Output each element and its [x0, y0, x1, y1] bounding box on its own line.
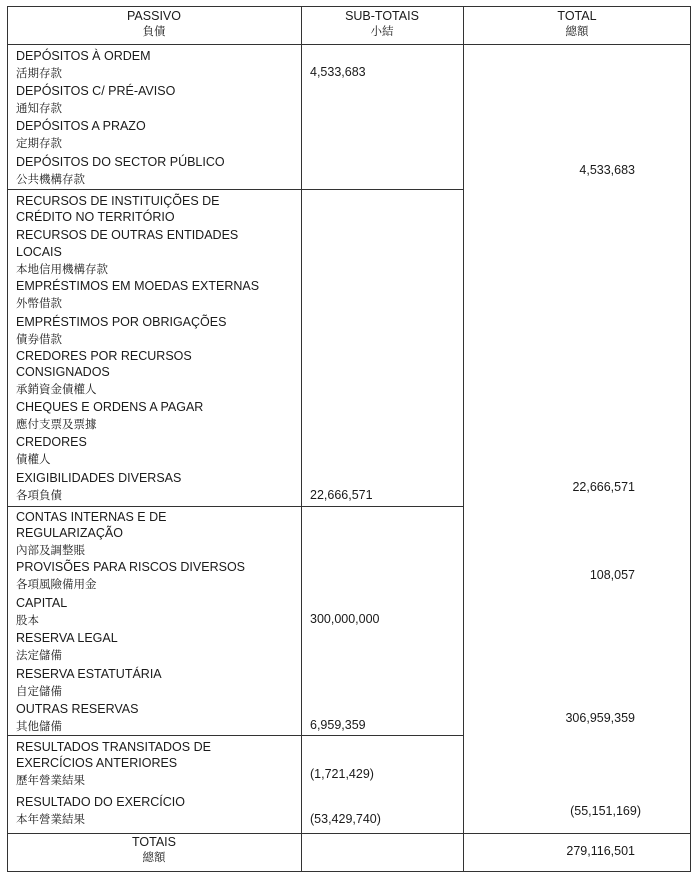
totals-label: [7, 835, 301, 865]
subtotal-value: 22,666,571: [310, 488, 373, 502]
line-item-label: EXERCÍCIOS ANTERIORES: [16, 756, 178, 770]
line-item-zh: 本地信用機構存款: [16, 262, 108, 276]
group-divider: [7, 189, 463, 190]
totals-divider: [7, 833, 691, 834]
totals-label-pt: TOTAIS: [132, 835, 176, 849]
line-item-zh: 各項負債: [16, 488, 62, 502]
totals-label-zh: 總額: [142, 850, 166, 864]
line-item-zh: 股本: [16, 613, 39, 627]
header-total-label: TOTAL: [557, 9, 597, 23]
line-item-zh: 定期存款: [16, 136, 62, 150]
line-item-label: DEPÓSITOS C/ PRÉ-AVISO: [16, 84, 176, 98]
line-item-label: CAPITAL: [16, 596, 68, 610]
subtotal-value: 300,000,000: [310, 612, 380, 626]
line-item-zh: 債券借款: [16, 332, 62, 346]
line-item-label: EXIGIBILIDADES DIVERSAS: [16, 471, 182, 485]
total-value: (55,151,169): [570, 804, 641, 818]
line-item-label: CREDORES POR RECURSOS: [16, 349, 192, 363]
total-value: 4,533,683: [579, 163, 635, 177]
line-item-zh: 外幣借款: [16, 296, 62, 310]
line-item-label: CHEQUES E ORDENS A PAGAR: [16, 400, 204, 414]
line-item-label: LOCAIS: [16, 245, 62, 259]
line-item-zh: 歷年營業結果: [16, 773, 85, 787]
line-item-zh: 內部及調整賬: [16, 543, 85, 557]
balance-sheet-liabilities: [7, 6, 691, 872]
line-item-label: DEPÓSITOS À ORDEM: [16, 49, 151, 63]
line-item-label: PROVISÕES PARA RISCOS DIVERSOS: [16, 560, 245, 574]
line-item-label: REGULARIZAÇÃO: [16, 526, 123, 540]
grand-total-value: 279,116,501: [566, 844, 635, 858]
line-item-zh: 各項風險備用金: [16, 577, 97, 591]
subtotal-value: 6,959,359: [310, 718, 366, 732]
total-value: 306,959,359: [565, 711, 635, 725]
header-subtotais: [301, 9, 463, 39]
column-divider: [463, 6, 464, 872]
line-item-zh: 本年營業結果: [16, 812, 85, 826]
line-item-label: CREDORES: [16, 435, 87, 449]
header-passivo-zh: 負債: [142, 24, 166, 38]
line-item-zh: 債權人: [16, 452, 51, 466]
line-item-label: CONSIGNADOS: [16, 365, 110, 379]
header-passivo-label: PASSIVO: [127, 9, 181, 23]
group-divider: [7, 735, 463, 736]
line-item-zh: 其他儲備: [16, 719, 62, 733]
line-item-label: RESULTADOS TRANSITADOS DE: [16, 740, 211, 754]
line-item-label: RECURSOS DE OUTRAS ENTIDADES: [16, 228, 239, 242]
subtotal-value: 4,533,683: [310, 65, 366, 79]
header-passivo: [7, 9, 301, 39]
line-item-zh: 活期存款: [16, 66, 62, 80]
header-divider: [7, 44, 691, 45]
header-total: [463, 9, 691, 39]
line-item-label: CONTAS INTERNAS E DE: [16, 510, 167, 524]
line-item-label: RESERVA LEGAL: [16, 631, 118, 645]
header-total-zh: 總額: [565, 24, 589, 38]
header-subtotais-zh: 小結: [370, 24, 394, 38]
line-item-zh: 公共機構存款: [16, 172, 85, 186]
line-item-zh: 法定儲備: [16, 648, 62, 662]
line-item-label: RECURSOS DE INSTITUIÇÕES DE: [16, 194, 220, 208]
total-value: 108,057: [589, 568, 635, 582]
line-item-zh: 應付支票及票據: [16, 417, 97, 431]
header-subtotais-label: SUB-TOTAIS: [345, 9, 419, 23]
line-item-label: EMPRÉSTIMOS EM MOEDAS EXTERNAS: [16, 279, 260, 293]
group-divider: [7, 506, 463, 507]
column-divider: [301, 6, 302, 872]
line-item-label: RESULTADO DO EXERCÍCIO: [16, 795, 186, 809]
line-item-label: DEPÓSITOS DO SECTOR PÚBLICO: [16, 155, 225, 169]
line-item-zh: 自定儲備: [16, 684, 62, 698]
total-value: 22,666,571: [572, 480, 635, 494]
line-item-zh: 承銷資金債權人: [16, 382, 97, 396]
line-item-label: EMPRÉSTIMOS POR OBRIGAÇÕES: [16, 315, 227, 329]
line-item-label: CRÉDITO NO TERRITÓRIO: [16, 210, 175, 224]
line-item-label: RESERVA ESTATUTÁRIA: [16, 667, 162, 681]
line-item-zh: 通知存款: [16, 101, 62, 115]
subtotal-value: (1,721,429): [310, 767, 374, 781]
line-item-label: DEPÓSITOS A PRAZO: [16, 119, 146, 133]
subtotal-value: (53,429,740): [310, 812, 381, 826]
line-item-label: OUTRAS RESERVAS: [16, 702, 139, 716]
